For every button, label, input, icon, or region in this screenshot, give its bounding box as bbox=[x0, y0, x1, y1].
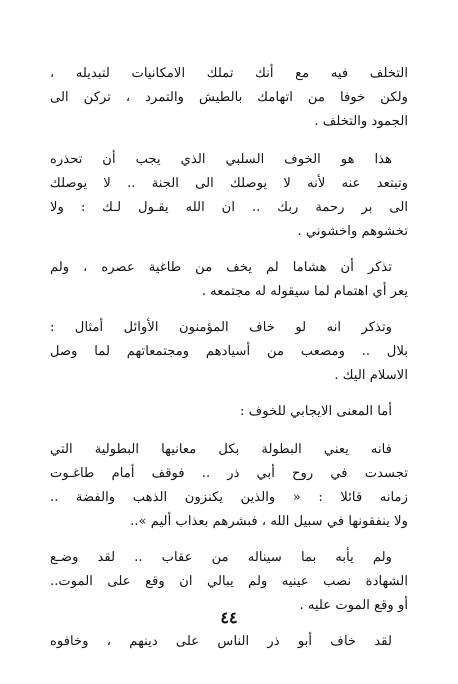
paragraph-1 bbox=[50, 62, 408, 134]
text-line: الى بر رحمة ربك .. ان الله يقـول لـك : ولا bbox=[50, 200, 408, 215]
text-line: الشهادة نصب عينيه ولم يبالي ان وقع على الموت.. bbox=[50, 574, 408, 589]
text-line: وتبتعد عنه لأنه لا يوصلك الى الجنة .. لا يوصلك bbox=[50, 176, 408, 191]
paragraph-7 bbox=[50, 630, 408, 654]
text-line: الاسلام اليك . bbox=[334, 368, 408, 383]
text-line: يعر أي اهتمام لما سيقوله له مجتمعه . bbox=[201, 284, 408, 299]
text-line: زمانه قائلا : « والذين يكنزون الذهب والفضة .. bbox=[50, 490, 408, 505]
text-line: ولم يأبه بما سيناله من عقاب .. لقد وضـع bbox=[50, 550, 392, 565]
paragraph-4 bbox=[50, 316, 408, 388]
page-body bbox=[50, 62, 408, 666]
text-line: تذكر أن هشاما لم يخف من طاغية عصره ، ولم bbox=[50, 260, 392, 275]
text-line: تجسدت في روح أبي ذر .. فوقف أمام طاغـوت bbox=[50, 466, 408, 481]
text-line: ولا ينفقونها في سبيل الله ، فبشرهم بعذاب أليم ».. bbox=[130, 514, 408, 529]
text-line: وتذكر انه لو خاف المؤمنون الأوائل أمثال : bbox=[50, 320, 392, 335]
text-line: ولكن خوفا من اتهامك بالطيش والتمرد ، تركن الى bbox=[50, 90, 408, 105]
text-line: الجمود والتخلف . bbox=[314, 114, 408, 129]
paragraph-3 bbox=[50, 256, 408, 304]
paragraph-5 bbox=[50, 438, 408, 534]
text-line: بلال .. ومصعب من أسيادهم ومجتمعاتهم لما وصل bbox=[50, 344, 408, 359]
text-line: تخشوهم واخشوني . bbox=[297, 224, 408, 239]
page-number: ٤٤ bbox=[220, 608, 238, 627]
text-line: لقد خاف أبو ذر الناس على دينهم ، وخافوه bbox=[50, 634, 392, 649]
text-line: هذا هو الخوف السلبي الذي يجب أن تحذره bbox=[50, 152, 392, 167]
text-line: أو وقع الموت عليه . bbox=[299, 598, 408, 613]
paragraph-2 bbox=[50, 148, 408, 244]
section-heading: أما المعنى الايجابي للخوف : bbox=[239, 404, 392, 419]
text-line: فانه يعني البطولة بكل معانيها البطولية التي bbox=[50, 442, 392, 457]
text-line: التخلف فيه مع أنك تملك الامكانيات لتبديله ، bbox=[50, 66, 408, 81]
